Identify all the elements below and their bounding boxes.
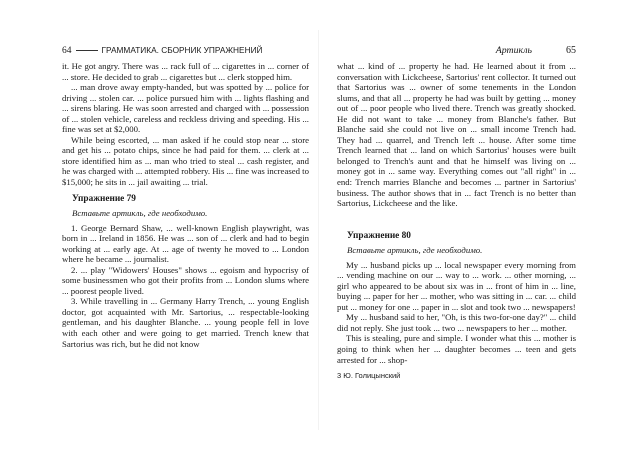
right-paragraph-1: what ... kind of ... property he had. He learned about it from ... conversation with Lickcheese, Sartorius' rent collector. It turned out that Sartorius was ... owner of some tenements in the London slums, and that all ... property he had was built by getting ... money out of ... poor people who lived there. Trench was greatly shocked. He did not want to take ... money from Blanche's father. But Blanche said she could not live on ... small income Trench had. They had ... quarrel, and Trench left ... house. After some time Trench learned that ... land on which Sartorius' houses were built belonged to Trench's aunt and that he himself was living on ... money got in ... same way. Everything comes out "all right" in ... end: Trench marries Blanche and becomes ... partner in Sartorius' business. The author shows that in ... fact Trench is no better than Sartorius, Lickcheese and the like. xyxy=(337,61,576,209)
right-page xyxy=(319,0,638,451)
left-paragraph-1: it. He got angry. There was ... rack full of ... cigarettes in ... corner of ... store. He decided to grab ... cigarettes but ... clerk stopped him. xyxy=(62,61,309,82)
right-running-head xyxy=(337,45,576,57)
left-paragraph-3: While being escorted, ... man asked if he could stop near ... store and get his ... potato chips, since he had paid for them. ... clerk at ... store identified him as ... man who tried to steal ... cash register, and he was charged with ... attempted robbery. His ... fine was increased to $15,000; he sits in ... jail awaiting ... trial. xyxy=(62,134,309,188)
left-page-number: 64 xyxy=(62,46,72,56)
left-running-head xyxy=(62,45,309,57)
right-running-head-title: Артикль xyxy=(495,45,532,56)
exercise-79-title: Упражнение 79 xyxy=(72,193,136,204)
signature-footnote: 3 Ю. Голицынский xyxy=(337,371,401,381)
left-running-head-title: ГРАММАТИКА. СБОРНИК УПРАЖНЕНИЙ xyxy=(101,45,263,55)
exercise-80-title: Упражнение 80 xyxy=(347,230,411,241)
left-paragraph-2: ... man drove away empty-handed, but was spotted by ... police for driving ... stolen car. ... police pursued him with ... lights flashing and ... sirens blaring. He was soon arrested and charged with ... possession of ... stolen vehicle, careless and reckless driving and speeding. His ... fine was set at $2,000. xyxy=(62,82,309,135)
exercise-80-paragraph-1: My ... husband picks up ... local newspaper every morning from ... vending machine on our ... way to ... work. ... other morning, ... girl who appeared to be about six was in ... front of him in ... line, buying ... paper for her ... mother, who was sitting in ... car. ... child put ... money for one ... paper in ... slot and took two ... newspapers! xyxy=(337,259,576,312)
exercise-79-item-1: 1. George Bernard Shaw, ... well-known English playwright, was born in ... Ireland in 1856. He was ... son of ... clerk and had to begin working at ... early age. At ... age of twenty he moved to ... London where he became ... journalist. xyxy=(62,222,309,265)
exercise-79-instruction: Вставьте артикль, где необходимо. xyxy=(72,207,208,218)
left-body-text xyxy=(62,61,309,349)
section-spacer xyxy=(337,209,576,225)
exercise-79-item-3: 3. While travelling in ... Germany Harry Trench, ... young English doctor, got acquainted with Mr. Sartorius, ... respectable-looking gentleman, and his daughter Blanche. ... young people fell in love with each other and were going to get married. Trench knew that Sartorius was rich, but he did not know xyxy=(62,296,309,349)
right-page-number: 65 xyxy=(566,45,576,56)
exercise-80-paragraph-2: My ... husband said to her, "Oh, is this two-for-one day?" ... child did not reply. She just took ... two ... newspapers to her ... mother. xyxy=(337,312,576,333)
exercise-80-paragraph-3: This is stealing, pure and simple. I wonder what this ... mother is going to think when her ... daughter becomes ... teen and gets arrested for ... shop- xyxy=(337,333,576,365)
running-head-rule xyxy=(76,50,98,51)
exercise-79-item-2: 2. ... play "Widowers' Houses" shows ... egoism and hypocrisy of some businessmen who got their profits from ... London slums where ... poorest people lived. xyxy=(62,264,309,296)
exercise-80-instruction: Вставьте артикль, где необходимо. xyxy=(347,244,483,255)
right-body-text xyxy=(337,61,576,382)
